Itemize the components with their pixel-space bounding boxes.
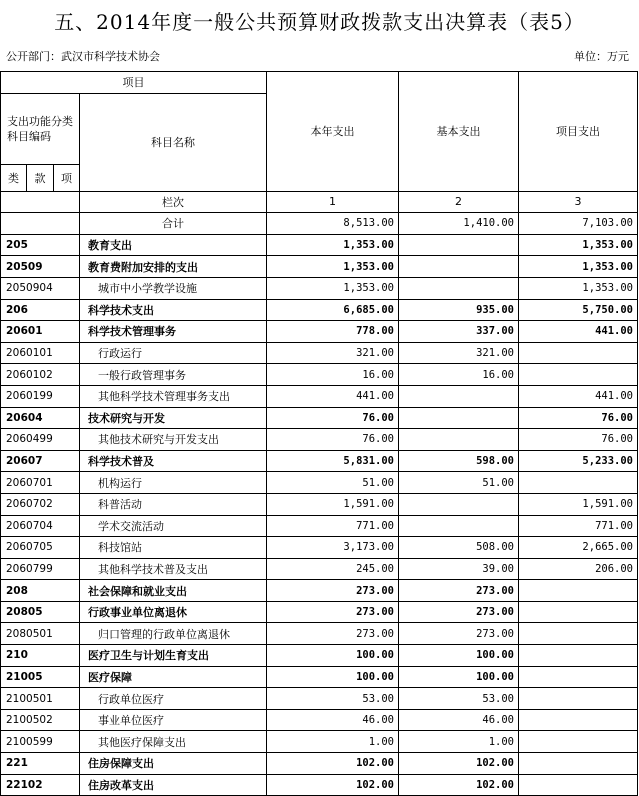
row-name: 教育费附加安排的支出 [80, 256, 267, 278]
table-row [1, 277, 638, 299]
row-basic: 321.00 [399, 342, 519, 364]
row-project [519, 342, 638, 364]
row-basic [399, 277, 519, 299]
table-row [1, 342, 638, 364]
row-basic: 273.00 [399, 601, 519, 623]
header-func-code: 支出功能分类科目编码 [1, 93, 80, 164]
header-current-year: 本年支出 [267, 72, 399, 192]
row-project [519, 709, 638, 731]
row-code: 208 [1, 580, 80, 602]
row-project: 5,750.00 [519, 299, 638, 321]
row-code: 20604 [1, 407, 80, 429]
row-code: 2050904 [1, 277, 80, 299]
row-total: 1,591.00 [267, 493, 399, 515]
row-basic [399, 407, 519, 429]
row-total: 46.00 [267, 709, 399, 731]
row-basic: 102.00 [399, 753, 519, 775]
row-code: 2060102 [1, 364, 80, 386]
row-basic: 273.00 [399, 623, 519, 645]
row-project: 771.00 [519, 515, 638, 537]
row-basic: 51.00 [399, 472, 519, 494]
row-basic: 273.00 [399, 580, 519, 602]
row-code: 2100502 [1, 709, 80, 731]
row-project: 441.00 [519, 321, 638, 343]
row-project [519, 753, 638, 775]
row-basic [399, 385, 519, 407]
row-project [519, 580, 638, 602]
table-row [1, 472, 638, 494]
table-row [1, 558, 638, 580]
row-total: 273.00 [267, 623, 399, 645]
table-row [1, 429, 638, 451]
row-total: 1,353.00 [267, 234, 399, 256]
row-total: 441.00 [267, 385, 399, 407]
header-lei: 类 [1, 164, 27, 191]
row-total: 771.00 [267, 515, 399, 537]
table-row [1, 709, 638, 731]
table-row [1, 256, 638, 278]
row-code: 205 [1, 234, 80, 256]
row-code: 21005 [1, 666, 80, 688]
unit-label: 单位：万元 [574, 50, 629, 63]
row-total: 76.00 [267, 407, 399, 429]
row-basic: 53.00 [399, 688, 519, 710]
row-total: 76.00 [267, 429, 399, 451]
row-code: 2060101 [1, 342, 80, 364]
row-project [519, 645, 638, 667]
row-code: 2060199 [1, 385, 80, 407]
table-row [1, 774, 638, 796]
row-name: 其他科学技术管理事务支出 [80, 385, 267, 407]
row-total: 3,173.00 [267, 537, 399, 559]
row-code: 2060705 [1, 537, 80, 559]
row-project: 1,591.00 [519, 493, 638, 515]
row-name: 医疗卫生与计划生育支出 [80, 645, 267, 667]
row-total: 6,685.00 [267, 299, 399, 321]
row-code: 2060701 [1, 472, 80, 494]
row-basic: 100.00 [399, 645, 519, 667]
row-project [519, 364, 638, 386]
row-name: 其他医疗保障支出 [80, 731, 267, 753]
row-total: 100.00 [267, 666, 399, 688]
row-name: 其他科学技术普及支出 [80, 558, 267, 580]
row-code: 20601 [1, 321, 80, 343]
row-basic: 46.00 [399, 709, 519, 731]
row-total: 53.00 [267, 688, 399, 710]
row-basic: 16.00 [399, 364, 519, 386]
row-total: 16.00 [267, 364, 399, 386]
row-project: 1,353.00 [519, 277, 638, 299]
row-project: 441.00 [519, 385, 638, 407]
row-code: 20805 [1, 601, 80, 623]
header-kuan: 款 [27, 164, 54, 191]
row-code: 2060499 [1, 429, 80, 451]
row-name: 城市中小学教学设施 [80, 277, 267, 299]
total-label: 合计 [80, 213, 267, 235]
row-code: 2080501 [1, 623, 80, 645]
row-basic [399, 256, 519, 278]
row-name: 住房改革支出 [80, 774, 267, 796]
row-name: 归口管理的行政单位离退休 [80, 623, 267, 645]
row-code: 2060702 [1, 493, 80, 515]
table-row [1, 645, 638, 667]
row-total: 321.00 [267, 342, 399, 364]
table-row [1, 515, 638, 537]
row-total: 51.00 [267, 472, 399, 494]
row-total: 100.00 [267, 645, 399, 667]
row-basic: 1.00 [399, 731, 519, 753]
table-row [1, 666, 638, 688]
row-basic: 100.00 [399, 666, 519, 688]
row-basic: 598.00 [399, 450, 519, 472]
row-name: 科学技术支出 [80, 299, 267, 321]
row-project: 76.00 [519, 429, 638, 451]
row-code: 210 [1, 645, 80, 667]
row-total: 5,831.00 [267, 450, 399, 472]
row-basic [399, 515, 519, 537]
row-total: 1,353.00 [267, 256, 399, 278]
row-project: 206.00 [519, 558, 638, 580]
table-row [1, 234, 638, 256]
row-name: 科学技术管理事务 [80, 321, 267, 343]
row-total: 102.00 [267, 753, 399, 775]
row-name: 事业单位医疗 [80, 709, 267, 731]
row-name: 科技馆站 [80, 537, 267, 559]
header-row-seq: 栏次 [80, 191, 267, 213]
header-item: 项目 [1, 72, 267, 94]
department-label: 公开部门：武汉市科学技术协会 [6, 50, 160, 63]
header-col3: 3 [519, 191, 638, 213]
row-code: 206 [1, 299, 80, 321]
row-project [519, 623, 638, 645]
row-project [519, 601, 638, 623]
table-row [1, 580, 638, 602]
total-current: 8,513.00 [267, 213, 399, 235]
table-row [1, 493, 638, 515]
row-total: 245.00 [267, 558, 399, 580]
row-name: 一般行政管理事务 [80, 364, 267, 386]
table-row [1, 601, 638, 623]
report-title: 五、2014年度一般公共预算财政拨款支出决算表（表5） [54, 10, 585, 34]
row-name: 行政单位医疗 [80, 688, 267, 710]
row-name: 科学技术普及 [80, 450, 267, 472]
row-code: 2060799 [1, 558, 80, 580]
row-code: 20607 [1, 450, 80, 472]
row-name: 科普活动 [80, 493, 267, 515]
row-project: 5,233.00 [519, 450, 638, 472]
row-basic [399, 429, 519, 451]
row-project [519, 774, 638, 796]
row-name: 其他技术研究与开发支出 [80, 429, 267, 451]
row-basic [399, 234, 519, 256]
row-name: 住房保障支出 [80, 753, 267, 775]
row-project: 2,665.00 [519, 537, 638, 559]
row-total: 273.00 [267, 601, 399, 623]
table-row [1, 623, 638, 645]
row-basic: 102.00 [399, 774, 519, 796]
row-total: 778.00 [267, 321, 399, 343]
row-name: 医疗保障 [80, 666, 267, 688]
row-project [519, 666, 638, 688]
row-name: 技术研究与开发 [80, 407, 267, 429]
row-name: 机构运行 [80, 472, 267, 494]
row-basic [399, 493, 519, 515]
header-project: 项目支出 [519, 72, 638, 192]
budget-table [0, 71, 638, 796]
total-project: 7,103.00 [519, 213, 638, 235]
row-basic: 508.00 [399, 537, 519, 559]
row-project [519, 731, 638, 753]
table-row [1, 321, 638, 343]
row-code: 221 [1, 753, 80, 775]
table-row [1, 688, 638, 710]
row-project [519, 472, 638, 494]
row-total: 1,353.00 [267, 277, 399, 299]
header-col2: 2 [399, 191, 519, 213]
table-row [1, 450, 638, 472]
table-row [1, 385, 638, 407]
row-project: 76.00 [519, 407, 638, 429]
row-basic: 337.00 [399, 321, 519, 343]
table-row [1, 364, 638, 386]
row-project: 1,353.00 [519, 234, 638, 256]
row-name: 行政运行 [80, 342, 267, 364]
row-name: 教育支出 [80, 234, 267, 256]
table-row [1, 537, 638, 559]
table-row [1, 731, 638, 753]
row-code: 2100501 [1, 688, 80, 710]
total-basic: 1,410.00 [399, 213, 519, 235]
row-code: 2060704 [1, 515, 80, 537]
row-name: 行政事业单位离退休 [80, 601, 267, 623]
header-subject-name: 科目名称 [80, 93, 267, 191]
row-name: 社会保障和就业支出 [80, 580, 267, 602]
row-code: 20509 [1, 256, 80, 278]
row-total: 102.00 [267, 774, 399, 796]
row-name: 学术交流活动 [80, 515, 267, 537]
table-row [1, 753, 638, 775]
report-meta [0, 44, 637, 70]
table-row [1, 299, 638, 321]
row-code: 22102 [1, 774, 80, 796]
table-row [1, 407, 638, 429]
header-col1: 1 [267, 191, 399, 213]
row-total: 273.00 [267, 580, 399, 602]
row-project [519, 688, 638, 710]
header-basic: 基本支出 [399, 72, 519, 192]
row-basic: 39.00 [399, 558, 519, 580]
header-xiang: 项 [54, 164, 80, 191]
row-total: 1.00 [267, 731, 399, 753]
row-project: 1,353.00 [519, 256, 638, 278]
row-basic: 935.00 [399, 299, 519, 321]
row-code: 2100599 [1, 731, 80, 753]
